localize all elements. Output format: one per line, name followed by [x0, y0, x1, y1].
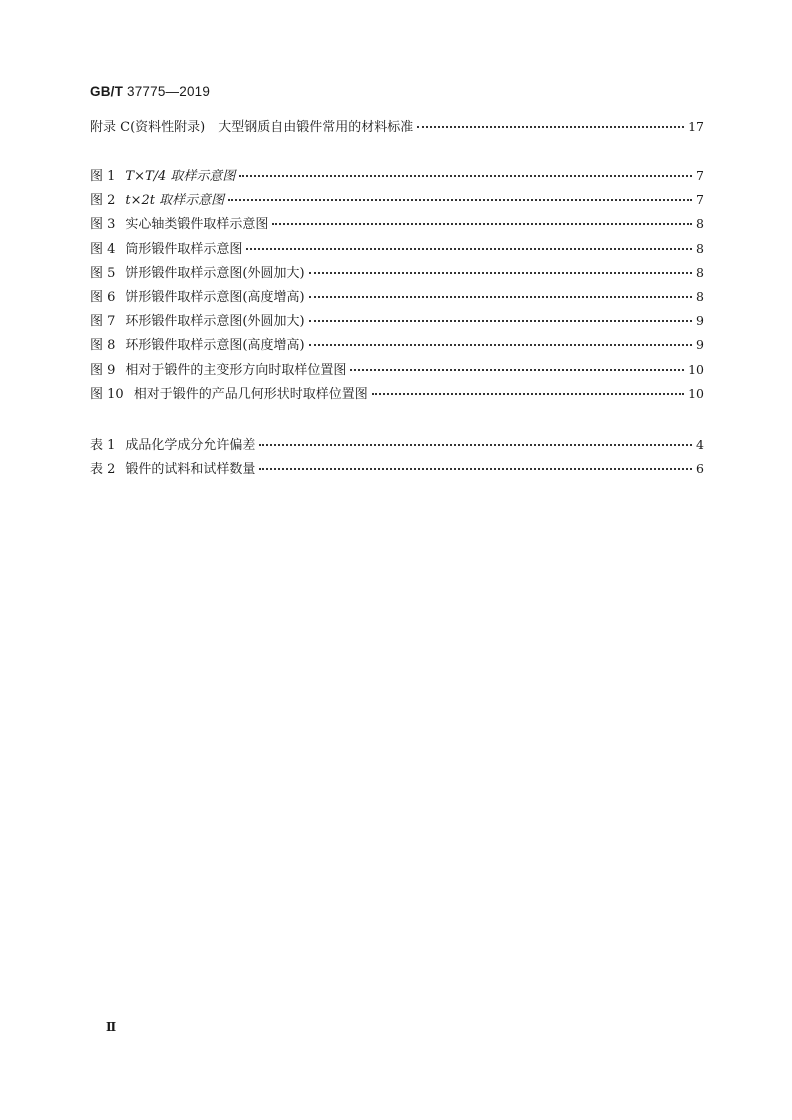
- toc-entry-figure-8[interactable]: [90, 334, 704, 358]
- toc-entry-number: 表 2: [90, 462, 116, 478]
- toc-entry-page: 9: [696, 313, 704, 329]
- toc-entry-title: (资料性附录) 大型钢质自由锻件常用的材料标准: [130, 120, 414, 135]
- document-header: [90, 84, 210, 99]
- toc-entry-figure-7[interactable]: [90, 310, 704, 334]
- toc-entry-page: 10: [688, 361, 704, 377]
- toc-leader-dots: [309, 271, 692, 274]
- toc-entry-page: 7: [696, 168, 704, 183]
- toc-entry-table-1[interactable]: [90, 434, 704, 458]
- toc-leader-dots: [350, 368, 684, 371]
- toc-entry-page: 4: [696, 437, 704, 452]
- toc-leader-dots: [239, 174, 692, 177]
- toc-appendix-section: [90, 116, 704, 140]
- toc-figures-section: [90, 165, 704, 407]
- toc-entry-number: 图 1: [90, 169, 116, 184]
- toc-entry-title: 饼形锻件取样示意图(外圆加大): [125, 265, 305, 281]
- toc-entry-number: 图 4: [90, 241, 116, 257]
- toc-leader-dots: [309, 343, 692, 346]
- toc-entry-number: 表 1: [90, 438, 116, 453]
- toc-tables-section: [90, 434, 704, 482]
- toc-entry-page: 17: [688, 119, 704, 134]
- toc-entry-number: 图 2: [90, 193, 116, 209]
- toc-leader-dots: [309, 295, 692, 298]
- toc-entry-number: 图 6: [90, 289, 116, 305]
- toc-leader-dots: [259, 443, 692, 446]
- toc-entry-number: 图 10: [90, 386, 124, 402]
- toc-entry-figure-10[interactable]: [90, 383, 704, 407]
- toc-entry-figure-9[interactable]: [90, 359, 704, 383]
- toc-entry-page: 8: [696, 288, 704, 304]
- toc-entry-page: 8: [696, 216, 704, 232]
- toc-entry-figure-2[interactable]: [90, 189, 704, 213]
- toc-entry-page: 8: [696, 264, 704, 280]
- standard-number: 37775—2019: [127, 84, 211, 99]
- toc-entry-page: 9: [696, 337, 704, 353]
- toc-entry-title: 筒形锻件取样示意图: [125, 241, 243, 257]
- toc-entry-title: 锻件的试料和试样数量: [125, 462, 256, 478]
- toc-entry-number: 图 8: [90, 338, 116, 354]
- toc-leader-dots: [372, 392, 684, 395]
- toc-entry-title: 饼形锻件取样示意图(高度增高): [125, 289, 305, 305]
- toc-entry-figure-1[interactable]: [90, 165, 704, 189]
- toc-entry-number: 附录 C: [90, 120, 131, 135]
- toc-entry-appendix-c[interactable]: [90, 116, 704, 140]
- toc-entry-page: 8: [696, 240, 704, 256]
- toc-entry-number: 图 5: [90, 265, 116, 281]
- page-number-roman: Ⅱ: [106, 1020, 117, 1034]
- toc-entry-page: 10: [688, 385, 704, 401]
- toc-leader-dots: [228, 198, 692, 201]
- toc-entry-title: T×T/4 取样示意图: [125, 169, 236, 184]
- toc-entry-figure-3[interactable]: [90, 213, 704, 237]
- toc-entry-number: 图 3: [90, 217, 116, 233]
- toc-entry-table-2[interactable]: [90, 458, 704, 482]
- toc-entry-number: 图 7: [90, 314, 116, 330]
- toc-entry-figure-4[interactable]: [90, 238, 704, 262]
- toc-entry-title: 成品化学成分允许偏差: [125, 438, 256, 453]
- toc-leader-dots: [417, 125, 684, 128]
- toc-entry-figure-6[interactable]: [90, 286, 704, 310]
- toc-entry-title: 相对于锻件的产品几何形状时取样位置图: [133, 386, 368, 402]
- toc-entry-title: 相对于锻件的主变形方向时取样位置图: [125, 362, 347, 378]
- toc-entry-page: 6: [696, 461, 704, 477]
- toc-leader-dots: [259, 467, 692, 470]
- toc-leader-dots: [272, 222, 692, 225]
- toc-leader-dots: [309, 319, 692, 322]
- toc-entry-number: 图 9: [90, 362, 116, 378]
- toc-entry-figure-5[interactable]: [90, 262, 704, 286]
- standard-code: GB/T: [90, 84, 124, 99]
- toc-leader-dots: [246, 247, 692, 250]
- toc-entry-title: 环形锻件取样示意图(外圆加大): [125, 314, 305, 330]
- toc-entry-title: 实心轴类锻件取样示意图: [125, 217, 269, 233]
- toc-entry-title: 环形锻件取样示意图(高度增高): [125, 338, 305, 354]
- toc-entry-page: 7: [696, 192, 704, 208]
- toc-entry-title: t×2t 取样示意图: [125, 193, 225, 209]
